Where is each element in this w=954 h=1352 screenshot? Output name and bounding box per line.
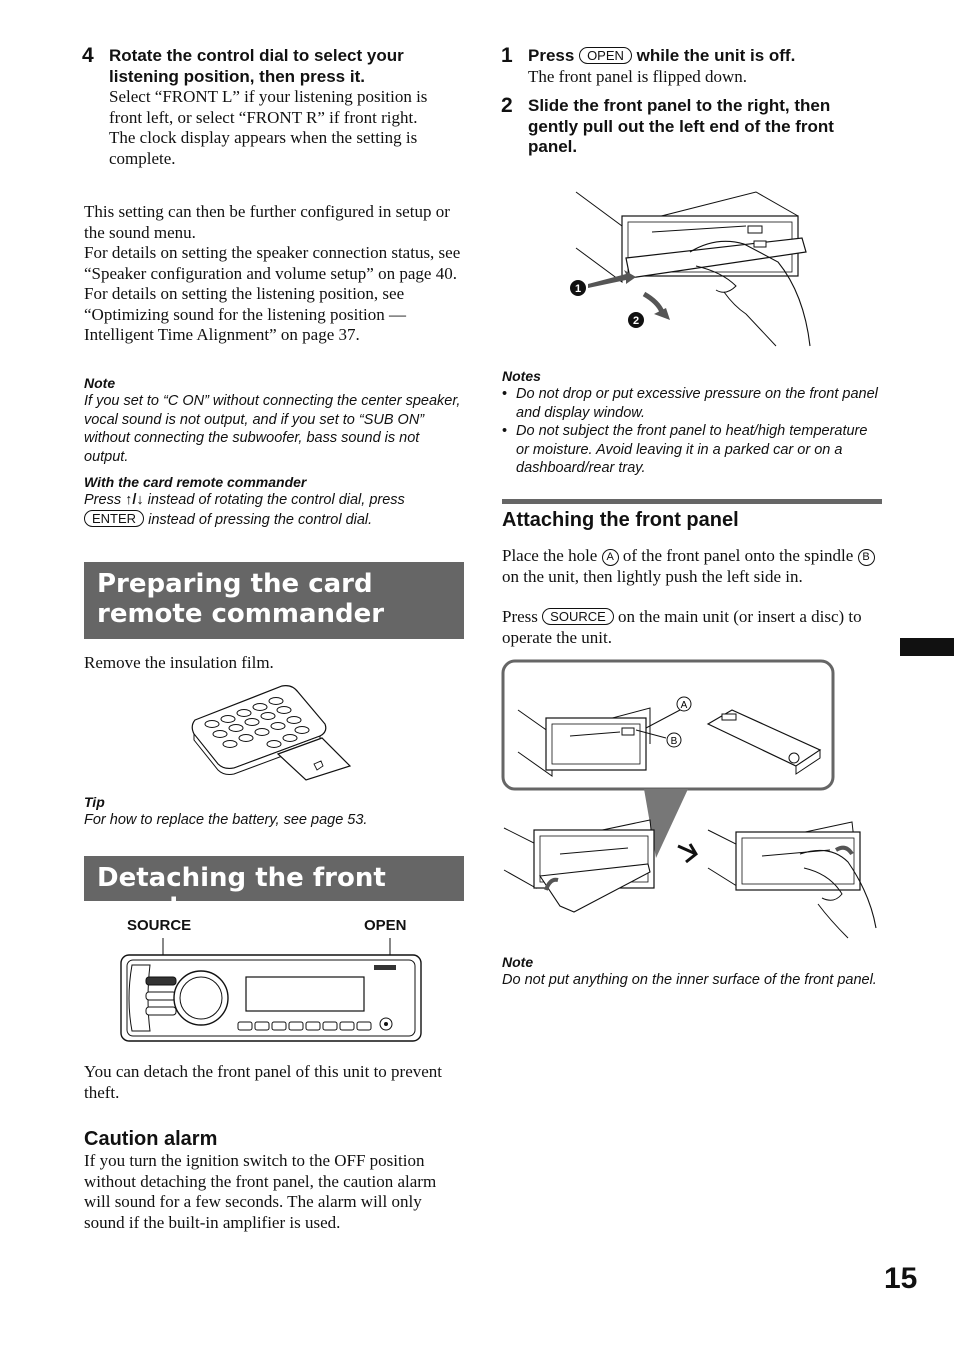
detach-panel-illustration	[566, 186, 814, 352]
section-title: Detaching the front panel	[84, 856, 464, 901]
tip-heading: Tip	[84, 794, 105, 810]
tip-text: For how to replace the battery, see page 53.	[84, 812, 368, 828]
source-key: SOURCE	[542, 608, 614, 625]
paragraph: Remove the insulation film.	[84, 653, 274, 672]
caution-body: If you turn the ignition switch to the OFF position without detaching the front panel, the caution alarm will sound for a few seconds. The alarm will only sound if the built-in amplifier is used.	[84, 1151, 437, 1232]
list-item: • Do not drop or put excessive pressure on the front panel and display window.	[502, 385, 882, 422]
chapter-tab	[900, 638, 954, 656]
unit-front-illustration	[116, 935, 426, 1047]
section-detaching-panel	[84, 856, 464, 923]
section-rule	[502, 499, 882, 504]
step-heading: Slide the front panel to the right, then gently pull out the left end of the front panel.	[528, 96, 834, 156]
source-label: SOURCE	[127, 917, 192, 934]
step-body: The clock display appears when the setting is complete.	[109, 128, 418, 168]
paragraph: For details on setting the speaker connection status, see “Speaker configuration and volume setup” on page 40. For details on setting the listening position, see “Optimizing sound for the listening position — Intelligent Time Alignment” on page 37.	[84, 243, 461, 344]
step-4	[84, 44, 464, 169]
attach-paragraph: Place the hole A of the front panel onto the spindle B on the unit, then lightly push the left side in.	[502, 546, 882, 587]
step-body: The front panel is flipped down.	[528, 66, 748, 86]
up-down-arrow-icon: ↑/↓	[125, 492, 144, 508]
figure-marker-1: 1	[574, 283, 582, 295]
remote-note	[84, 473, 464, 529]
note-block	[84, 374, 464, 466]
notes-list	[502, 385, 882, 478]
figure-marker-a: A	[680, 700, 688, 711]
paragraph: This setting can then be further configured in setup or the sound menu.	[84, 202, 450, 242]
marker-a: A	[602, 549, 619, 566]
open-key: OPEN	[579, 47, 632, 64]
note-heading: Note	[502, 954, 534, 970]
note-block	[502, 953, 882, 990]
notes-block	[502, 367, 882, 478]
step-number: 1	[501, 44, 513, 67]
step-heading: Rotate the control dial to select your listening position, then press it.	[109, 46, 404, 86]
page-number: 15	[884, 1262, 918, 1295]
note-heading: Note	[84, 375, 116, 391]
card-remote-illustration	[190, 684, 355, 782]
step-number: 4	[82, 44, 94, 67]
note-heading: With the card remote commander	[84, 474, 307, 490]
notes-heading: Notes	[502, 368, 541, 384]
figure-marker-2: 2	[632, 315, 640, 327]
step-heading: Press OPEN while the unit is off.	[528, 46, 796, 65]
section-preparing-remote	[84, 562, 464, 639]
caution-heading: Caution alarm	[84, 1128, 218, 1150]
step-1	[502, 44, 882, 87]
attach-heading: Attaching the front panel	[502, 509, 739, 531]
note-text: Do not put anything on the inner surface of the front panel.	[502, 972, 877, 988]
open-label: OPEN	[364, 917, 407, 934]
attach-paragraph-2: Press SOURCE on the main unit (or insert a disc) to operate the unit.	[502, 607, 862, 647]
tip-block	[84, 793, 464, 830]
note-text: If you set to “C ON” without connecting the center speaker, vocal sound is not output, and if you set to “SUB ON” without connecting the subwoofer, bass sound is not output.	[84, 393, 461, 465]
section-title: Preparing the card remote commander	[84, 562, 464, 639]
attach-panel-illustration	[500, 658, 882, 944]
enter-key: ENTER	[84, 510, 144, 527]
paragraph: You can detach the front panel of this unit to prevent theft.	[84, 1062, 443, 1102]
step-body: Select “FRONT L” if your listening position is front left, or select “FRONT R” if front right.	[109, 87, 428, 127]
figure-marker-b: B	[670, 736, 678, 747]
step-number: 2	[501, 94, 513, 117]
marker-b: B	[858, 549, 875, 566]
note-text: Press ↑/↓ instead of rotating the control dial, press ENTER instead of pressing the control dial.	[84, 492, 405, 528]
step-2	[502, 94, 882, 158]
list-item: • Do not subject the front panel to heat/high temperature or moisture. Avoid leaving it in a parked car or on a dashboard/rear tray.	[502, 422, 882, 478]
